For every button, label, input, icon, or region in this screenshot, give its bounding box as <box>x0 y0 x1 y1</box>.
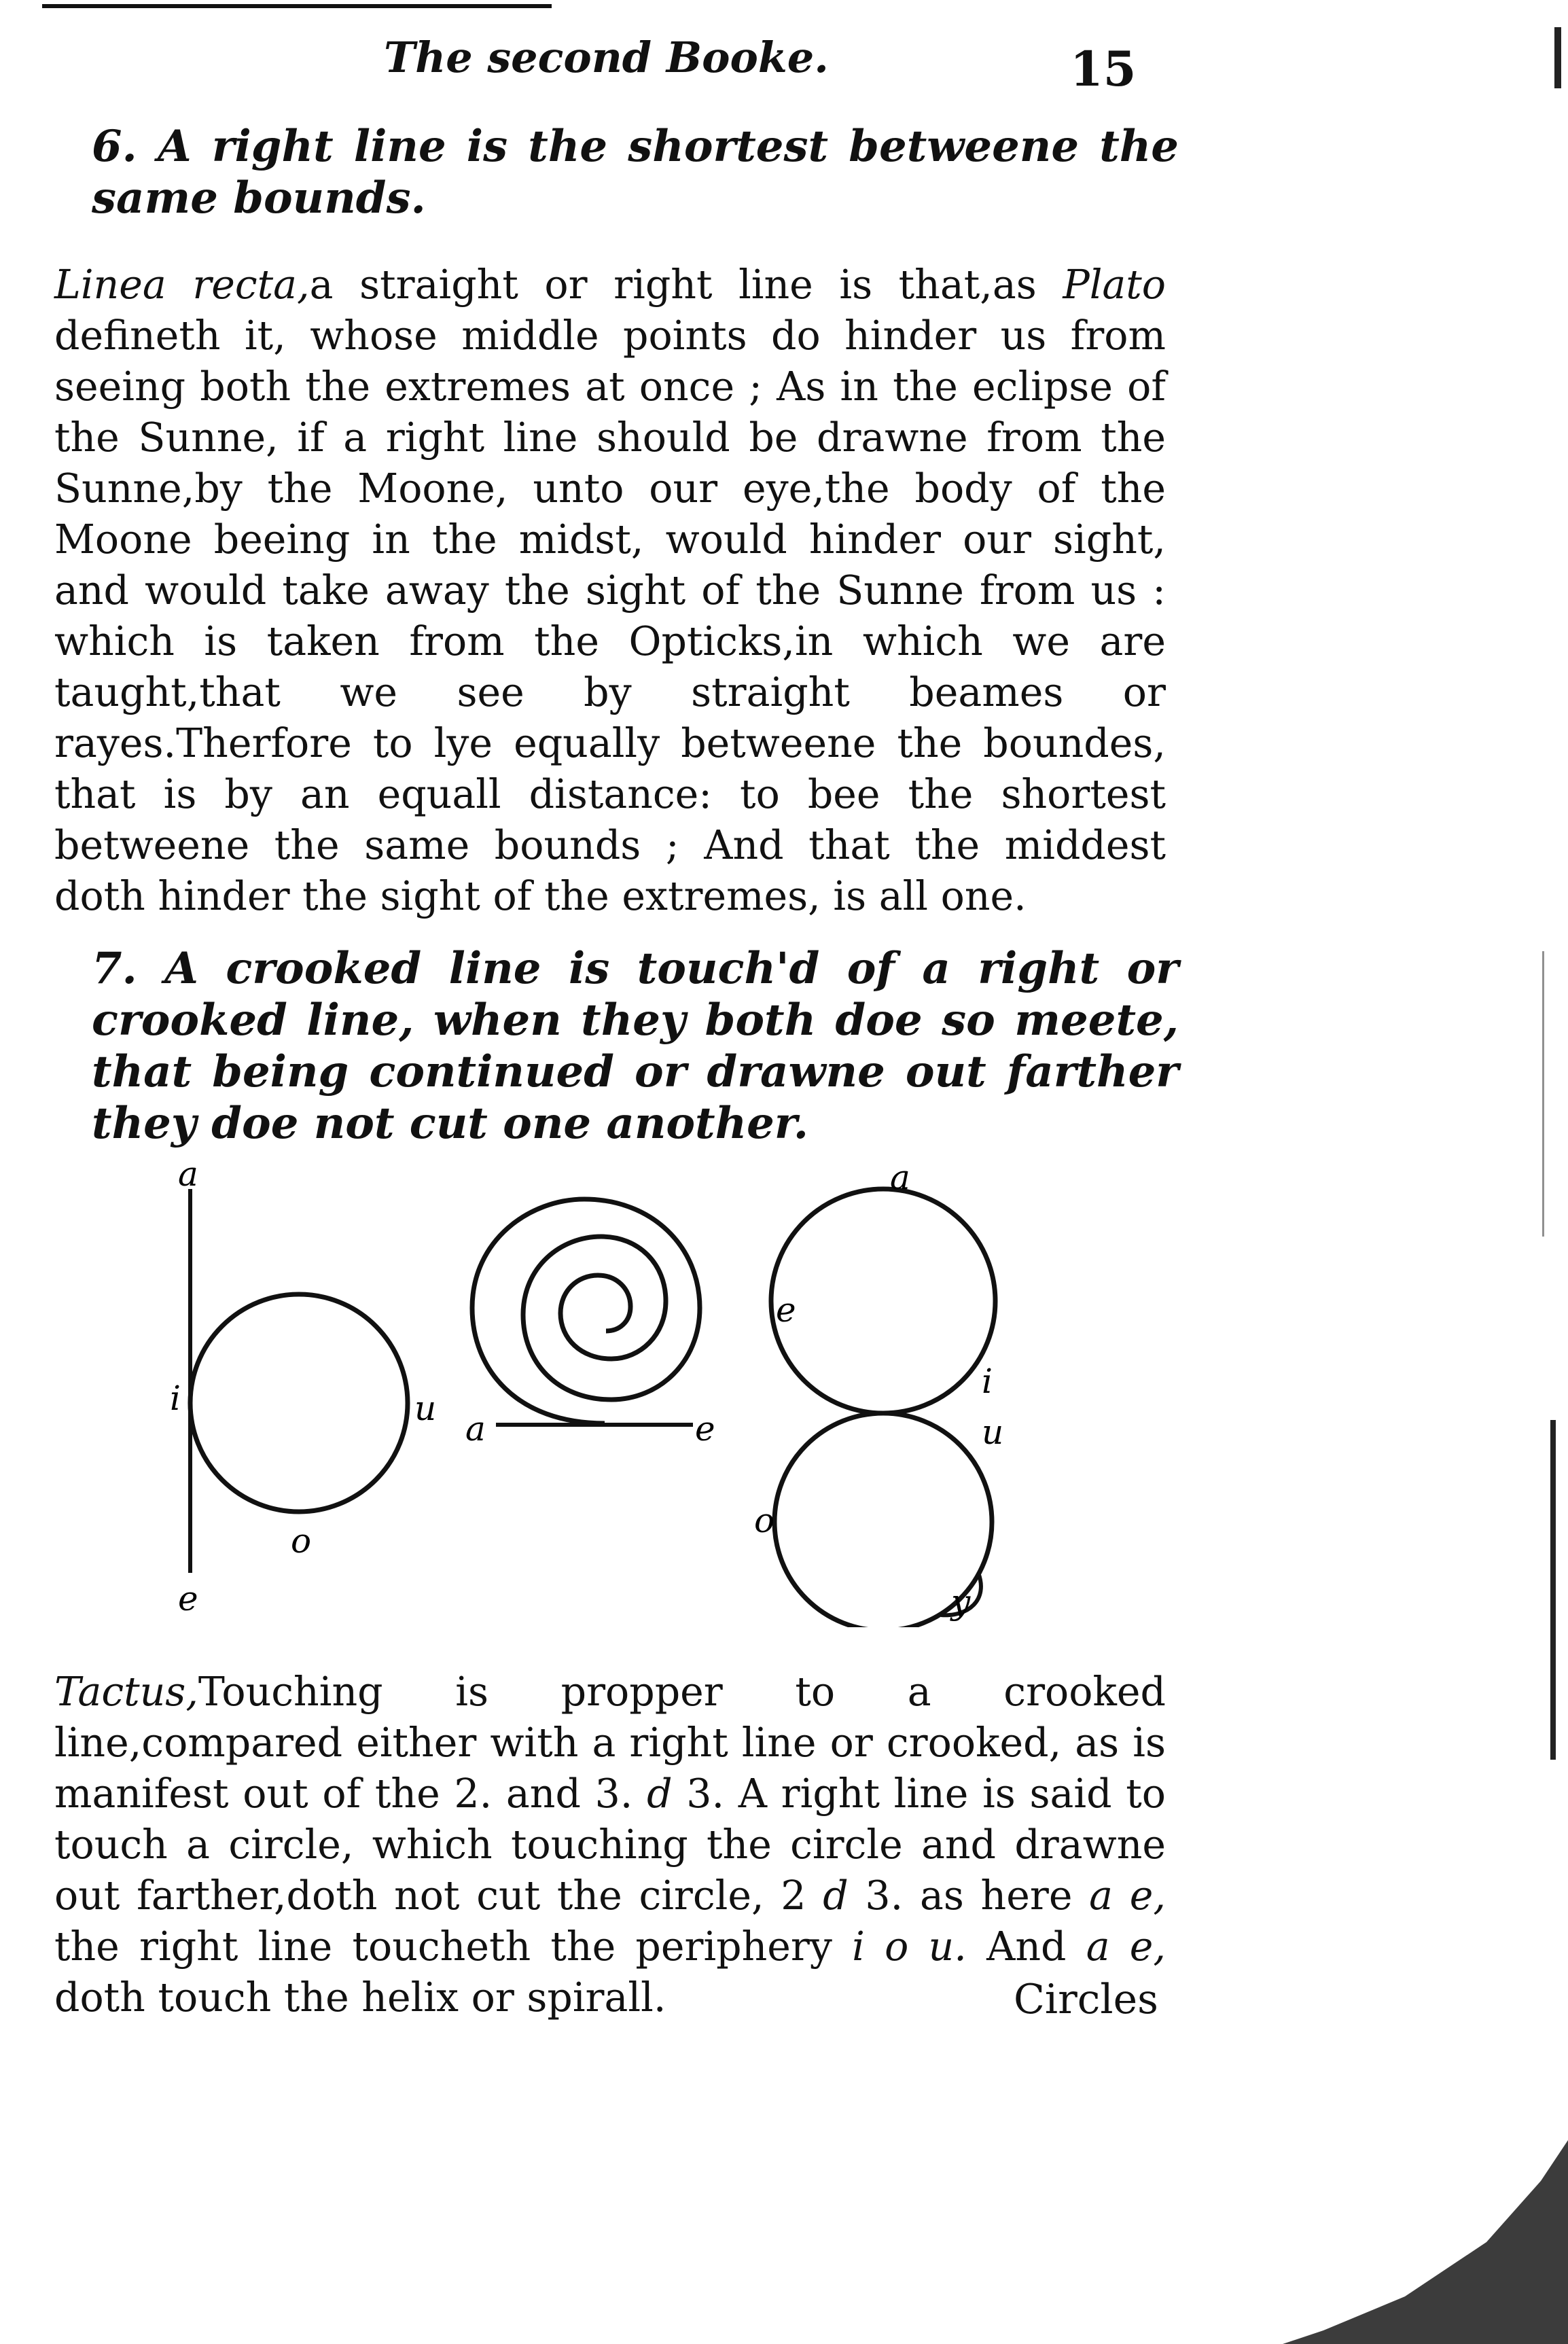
paragraph-1-part2: defineth it, whose middle points do hinder us from seeing both the extremes at once ; As in the eclipse of the Sunne, if a right line should be drawne from the Sunne,by the Moone, unto our eye,the body of the Moone beeing in the midst, would hinder our sight, and would take away the sight of the Sunne from us : which is taken from the Opticks,in which we are taught,that we see by straight beames or rayes.Therfore to lye equally betweene the boundes, that is by an equall distance: to bee the shortest betweene the same bounds ; And that the middest doth hinder the sight of the extremes, is all one. <box>54 313 1166 919</box>
paragraph-2-part5: And <box>966 1923 1086 1970</box>
fig1-label-a: a <box>178 1158 198 1194</box>
fig2-spiral <box>472 1199 700 1423</box>
fig3-label-i: i <box>982 1362 993 1401</box>
running-header: The second Booke. <box>384 33 829 82</box>
figure-spiral <box>465 1199 715 1449</box>
proposition-6 <box>92 121 1179 224</box>
paragraph-2-lead: Tactus, <box>54 1669 198 1715</box>
scan-edge-mark-thin <box>1542 951 1544 1237</box>
fig3-upper-circle <box>771 1189 995 1413</box>
scan-edge-mark-middle <box>1550 1420 1556 1760</box>
fig3-label-u: u <box>982 1413 1004 1452</box>
paragraph-2-ae2: a e, <box>1086 1923 1166 1970</box>
paragraph-2-part2: 3. A right line is said to touch a circle, which touching the circle and drawne out farther,doth not cut the circle, 2 <box>54 1771 1166 1919</box>
paragraph-2-ae1: a e, <box>1089 1872 1166 1919</box>
proposition-7 <box>92 943 1179 1150</box>
fig1-label-e: e <box>178 1579 198 1618</box>
paragraph-1-part1: a straight or right line is that,as <box>309 262 1063 308</box>
top-rule <box>42 4 552 8</box>
fig1-label-u: u <box>414 1389 437 1428</box>
catchword: Circles <box>1014 1976 1158 2023</box>
paragraph-1-plato: Plato <box>1063 262 1166 308</box>
figure-two-circles <box>754 1158 1003 1627</box>
tangency-figure <box>136 1158 1101 1627</box>
proposition-6-number: 6. <box>92 121 137 172</box>
proposition-7-number: 7. <box>92 943 137 994</box>
paragraph-linea-recta <box>54 260 1166 922</box>
proposition-7-text: A crooked line is touch'd of a right or crooked line, when they both doe so meete, that being continued or drawne out farther they doe not cut one another. <box>92 943 1179 1149</box>
scan-page-corner-shadow <box>1283 2140 1568 2344</box>
paragraph-1-lead: Linea recta, <box>54 262 310 308</box>
paragraph-2-ref1: d <box>647 1771 673 1817</box>
paragraph-2-part3: 3. as here <box>848 1872 1090 1919</box>
paragraph-tactus <box>54 1667 1166 2023</box>
figure-line-and-circle <box>170 1158 436 1618</box>
page-number: 15 <box>1070 41 1137 97</box>
fig3-label-e: e <box>776 1290 796 1330</box>
proposition-6-text: A right line is the shortest betweene the same bounds. <box>92 121 1179 224</box>
fig1-circle <box>190 1294 408 1512</box>
fig3-label-o: o <box>754 1501 775 1540</box>
paragraph-2-ref2: d <box>823 1872 849 1919</box>
fig2-label-e: e <box>695 1409 715 1449</box>
paragraph-2-iou: i o u. <box>852 1923 967 1970</box>
fig3-label-y: y <box>951 1582 971 1622</box>
paragraph-2-part6: doth touch the helix or spirall. <box>54 1974 666 2021</box>
fig2-label-a: a <box>465 1409 486 1449</box>
fig3-label-a: a <box>890 1158 910 1197</box>
scan-edge-mark-top <box>1554 27 1561 88</box>
paragraph-2-part1: Touching is propper to a crooked line,compared either with a right line or crooked, as is manifest out of the 2. and 3. <box>54 1669 1166 1817</box>
fig1-label-i: i <box>170 1379 181 1418</box>
paragraph-2-part4: the right line toucheth the periphery <box>54 1923 853 1970</box>
fig1-label-o: o <box>291 1521 312 1561</box>
